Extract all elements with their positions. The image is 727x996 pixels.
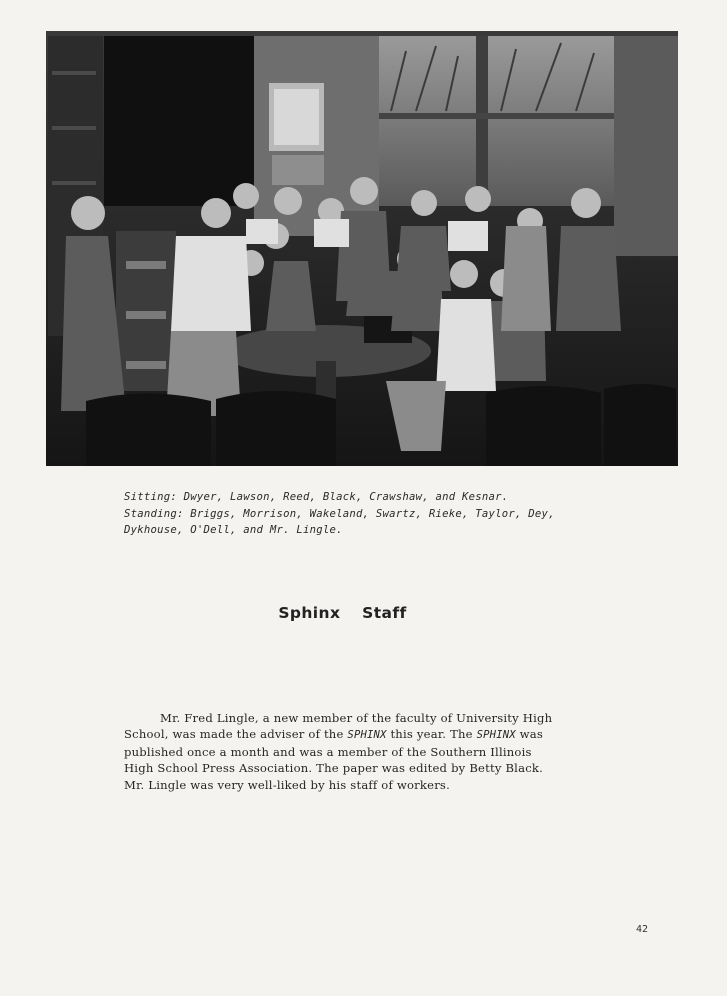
- body-line-2-part-a: School, was made the adviser of the: [124, 727, 348, 742]
- group-photo: [46, 31, 678, 466]
- body-line-2: [124, 726, 604, 743]
- photo-caption: [124, 489, 604, 539]
- body-line-1: Mr. Fred Lingle, a new member of the faculty of University High: [160, 711, 553, 725]
- section-title: Sphinx Staff: [278, 604, 407, 622]
- body-line-3: published once a month and was a member of the Southern Illinois: [124, 744, 532, 759]
- caption-sitting: Sitting: Dwyer, Lawson, Reed, Black, Crawshaw, and Kesnar.: [124, 491, 509, 503]
- body-line-5: Mr. Lingle was very well-liked by his staff of workers.: [124, 777, 450, 792]
- body-line-2-part-b: this year. The: [386, 727, 477, 742]
- body-line-4: High School Press Association. The paper was edited by Betty Black.: [124, 761, 543, 776]
- sphinx-name-2: SPHINX: [476, 729, 516, 742]
- caption-standing-line-1: Standing: Briggs, Morrison, Wakeland, Swartz, Rieke, Taylor, Dey,: [124, 507, 555, 520]
- caption-standing-line-2: Dykhouse, O'Dell, and Mr. Lingle.: [124, 524, 343, 536]
- page-number: 42: [636, 924, 649, 935]
- body-paragraph: [124, 710, 604, 793]
- group-photo-icon: [46, 31, 678, 466]
- sphinx-name: SPHINX: [347, 729, 387, 742]
- body-line-2-part-c: was: [515, 727, 544, 742]
